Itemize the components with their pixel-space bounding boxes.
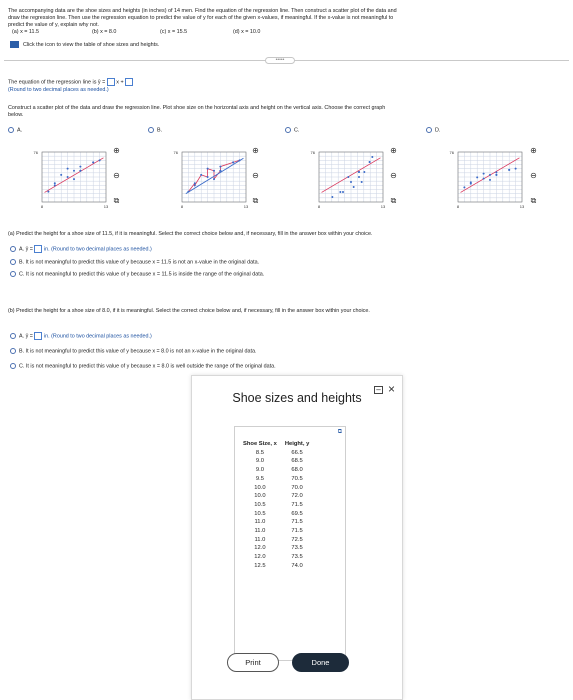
data-point	[331, 196, 333, 198]
print-button[interactable]: Print	[227, 653, 279, 672]
x-tick-label: 8	[40, 204, 44, 209]
part-a-choice-a[interactable]	[10, 245, 152, 253]
table-row	[239, 518, 313, 527]
copy-icon[interactable]: ⧉	[337, 429, 342, 435]
answer-input-b[interactable]	[34, 332, 42, 340]
part-a-question: (a) Predict the height for a shoe size of 11.5, if it is meaningful. Select the correct choice below and, if necessary, fill in the answer box within your choice.	[8, 231, 373, 237]
part-a-choice-c[interactable]	[10, 271, 264, 278]
intercept-input[interactable]	[125, 78, 133, 86]
choice-text: It is not meaningful to predict this value of y because x = 11.5 is not an x-value in the original data.	[25, 259, 260, 266]
radio-b[interactable]	[148, 127, 154, 133]
table-link-text: Click the icon to view the table of shoe sizes and heights.	[23, 41, 160, 48]
data-table	[239, 440, 313, 571]
regression-prompt-text: The equation of the regression line is	[8, 79, 97, 86]
y-tick-label: 76	[33, 150, 38, 155]
data-point	[483, 178, 485, 180]
radio[interactable]	[10, 348, 16, 354]
part-c-label: (c) x = 15.5	[160, 29, 188, 35]
y-hat: ŷ =	[25, 333, 33, 340]
graph-option-a[interactable]	[8, 127, 22, 134]
data-point	[73, 178, 75, 180]
data-point	[79, 170, 81, 172]
radio-d[interactable]	[426, 127, 432, 133]
shoe-size-cell: 9.0	[255, 458, 264, 465]
table-row	[239, 510, 313, 519]
height-cell: 69.5	[291, 510, 303, 517]
choice-label: A.	[19, 246, 25, 253]
part-b-choice-a[interactable]	[10, 332, 152, 340]
data-point	[213, 170, 215, 172]
zoom-in-icon[interactable]: ⊕	[390, 146, 397, 155]
data-point	[207, 168, 209, 170]
shoe-size-cell: 12.0	[254, 545, 266, 552]
y-hat: ŷ =	[25, 246, 33, 253]
data-point	[489, 179, 491, 181]
radio[interactable]	[10, 259, 16, 265]
y-tick-label: 76	[449, 150, 454, 155]
graph-option-a-label: A.	[17, 127, 23, 134]
shoe-size-cell: 10.0	[254, 484, 266, 491]
y-tick-label: 76	[173, 150, 178, 155]
data-point	[47, 191, 49, 193]
data-point	[489, 174, 491, 176]
radio[interactable]	[10, 271, 16, 277]
data-point	[371, 156, 373, 158]
height-cell: 72.5	[291, 536, 303, 543]
graph-option-d[interactable]	[426, 127, 440, 134]
col-header-shoe-size: Shoe Size, x	[243, 441, 277, 447]
intro	[8, 8, 568, 29]
radio[interactable]	[10, 333, 16, 339]
data-point	[239, 159, 241, 161]
zoom-out-icon[interactable]: ⊖	[390, 171, 397, 180]
data-point	[219, 166, 221, 168]
data-point	[99, 159, 101, 161]
graph-option-c-label: C.	[294, 127, 300, 134]
data-point	[219, 170, 221, 172]
graph-a	[30, 140, 118, 214]
shoe-size-cell: 11.0	[254, 528, 266, 535]
height-cell: 68.5	[291, 458, 303, 465]
data-point	[92, 161, 94, 163]
graph-option-c[interactable]	[285, 127, 299, 134]
y-hat: ŷ =	[97, 79, 106, 86]
table-row	[239, 562, 313, 571]
table-row	[239, 457, 313, 466]
graph-option-b-label: B.	[157, 127, 163, 134]
shoe-sizes-dialog	[191, 375, 403, 700]
shoe-size-cell: 10.0	[254, 493, 266, 500]
choice-text: It is not meaningful to predict this value of y because x = 8.0 is well outside the range of the original data.	[25, 363, 276, 370]
y-tick-label: 76	[310, 150, 315, 155]
close-icon[interactable]: ×	[388, 382, 396, 396]
data-point	[194, 184, 196, 186]
popout-icon[interactable]: ⧉	[530, 196, 537, 205]
graph-d-tools	[528, 145, 542, 220]
shoe-size-cell: 12.5	[254, 562, 266, 569]
zoom-out-icon[interactable]: ⊖	[530, 171, 537, 180]
choice-text: It is not meaningful to predict this value of y because x = 11.5 is inside the range of the original data.	[25, 271, 265, 278]
data-point	[369, 161, 371, 163]
choice-label: C.	[19, 271, 25, 278]
popout-icon[interactable]: ⧉	[252, 196, 259, 205]
choice-hint: in. (Round to two decimal places as needed.)	[43, 333, 152, 340]
part-b-choice-c[interactable]	[10, 363, 276, 370]
height-cell: 71.5	[291, 501, 303, 508]
data-point	[353, 186, 355, 188]
height-cell: 71.5	[291, 528, 303, 535]
x-tick-label: 13	[519, 204, 525, 209]
regression-hint: (Round to two decimal places as needed.)	[8, 87, 109, 93]
zoom-in-icon[interactable]: ⊕	[113, 146, 120, 155]
popout-icon[interactable]: ⧉	[113, 196, 120, 205]
height-cell: 66.5	[291, 449, 303, 456]
part-b-question: (b) Predict the height for a shoe size of 8.0, if it is meaningful. Select the correct choice below and, if necessary, fill in the answer box within your choice.	[8, 308, 370, 314]
x-term: x +	[116, 79, 124, 86]
shoe-size-cell: 9.0	[255, 467, 264, 474]
data-point	[194, 182, 196, 184]
table-row	[239, 527, 313, 536]
data-point	[476, 176, 478, 178]
data-point	[60, 174, 62, 176]
dialog-title: Shoe sizes and heights	[232, 391, 362, 405]
data-point	[339, 191, 341, 193]
scatter-question	[8, 105, 568, 119]
choice-label: A.	[19, 333, 25, 340]
radio[interactable]	[10, 246, 16, 252]
radio-c[interactable]	[285, 127, 291, 133]
part-a-choice-b[interactable]	[10, 259, 259, 266]
data-point	[350, 181, 352, 183]
choice-text: It is not meaningful to predict this value of y because x = 8.0 is not an x-value in the original data.	[25, 348, 257, 355]
zoom-in-icon[interactable]: ⊕	[252, 146, 259, 155]
data-point	[187, 191, 189, 193]
choice-label: B.	[19, 348, 25, 355]
table-row	[239, 484, 313, 493]
part-b-label: (b) x = 8.0	[92, 29, 117, 35]
scatter-question-line-2: below.	[8, 112, 24, 118]
data-point	[207, 176, 209, 178]
height-cell: 72.0	[291, 493, 303, 500]
popout-icon[interactable]: ⧉	[390, 196, 397, 205]
radio-a[interactable]	[8, 127, 14, 133]
data-point	[361, 181, 363, 183]
shoe-size-cell: 10.5	[254, 510, 266, 517]
table-link[interactable]	[10, 41, 159, 49]
table-grid-icon[interactable]	[10, 41, 19, 48]
data-point	[495, 174, 497, 176]
scatter-question-line-1: Construct a scatter plot of the data and draw the regression line. Plot shoe size on the horizontal axis and height on the vertical axis. Choose the correct graph	[8, 105, 386, 111]
data-point	[483, 173, 485, 175]
x-tick-label: 13	[103, 204, 109, 209]
zoom-in-icon[interactable]: ⊕	[530, 146, 537, 155]
height-cell: 74.0	[291, 562, 303, 569]
data-point	[54, 182, 56, 184]
data-point	[358, 176, 360, 178]
data-point	[508, 169, 510, 171]
data-point	[73, 170, 75, 172]
graph-c	[307, 140, 395, 214]
intro-line-1: The accompanying data are the shoe sizes and heights (in inches) of 14 men. Find the equation of the regression line. Then construct a scatter plot of the data and	[8, 8, 397, 14]
data-point	[342, 191, 344, 193]
graph-option-d-label: D.	[435, 127, 441, 134]
intro-line-2: draw the regression line. Then use the regression equation to predict the value of y for each of the given x-values, if meaningful. If the x-value is not meaningful to	[8, 15, 394, 21]
x-tick-label: 8	[456, 204, 460, 209]
height-cell: 70.5	[291, 475, 303, 482]
regression-prompt	[8, 78, 133, 86]
part-d-label: (d) x = 10.0	[233, 29, 261, 35]
table-row	[239, 449, 313, 458]
shoe-size-cell: 10.5	[254, 501, 266, 508]
data-table-frame	[234, 426, 346, 661]
height-cell: 73.5	[291, 545, 303, 552]
graph-d	[446, 140, 534, 214]
expand-handle[interactable]: •••••	[265, 57, 295, 64]
graph-c-tools	[388, 145, 402, 220]
data-point	[495, 171, 497, 173]
choice-label: C.	[19, 363, 25, 370]
shoe-size-cell: 9.5	[255, 475, 264, 482]
data-point	[358, 171, 360, 173]
slope-input[interactable]	[107, 78, 115, 86]
data-point	[347, 176, 349, 178]
table-row	[239, 501, 313, 510]
done-button[interactable]: Done	[292, 653, 349, 672]
table-row	[239, 475, 313, 484]
choice-label: B.	[19, 259, 25, 266]
answer-input-a[interactable]	[34, 245, 42, 253]
radio[interactable]	[10, 363, 16, 369]
zoom-out-icon[interactable]: ⊖	[113, 171, 120, 180]
data-point	[232, 161, 234, 163]
height-cell: 68.0	[291, 467, 303, 474]
shoe-size-cell: 8.5	[255, 449, 264, 456]
height-cell: 71.5	[291, 519, 303, 526]
data-point	[463, 186, 465, 188]
x-tick-label: 13	[243, 204, 249, 209]
table-row	[239, 536, 313, 545]
height-cell: 70.0	[291, 484, 303, 491]
table-row	[239, 544, 313, 553]
data-point	[67, 176, 69, 178]
graph-b-tools	[250, 145, 264, 220]
table-row	[239, 492, 313, 501]
data-point	[200, 174, 202, 176]
minimize-icon[interactable]: –	[374, 386, 383, 394]
zoom-out-icon[interactable]: ⊖	[252, 171, 259, 180]
data-point	[213, 178, 215, 180]
height-cell: 73.5	[291, 554, 303, 561]
data-point	[54, 184, 56, 186]
x-tick-label: 8	[317, 204, 321, 209]
shoe-size-cell: 11.0	[254, 519, 266, 526]
x-tick-label: 13	[380, 204, 386, 209]
data-point	[470, 183, 472, 185]
data-point	[79, 166, 81, 168]
regression-line	[186, 158, 244, 193]
choice-hint: in. (Round to two decimal places as needed.)	[43, 246, 152, 253]
table-row	[239, 553, 313, 562]
part-b-choice-b[interactable]	[10, 348, 256, 355]
col-header-height: Height, y	[284, 441, 310, 447]
data-point	[515, 168, 517, 170]
shoe-size-cell: 11.0	[254, 536, 266, 543]
graph-b	[170, 140, 258, 214]
graph-option-b[interactable]	[148, 127, 162, 134]
data-point	[363, 171, 365, 173]
data-point	[67, 168, 69, 170]
graph-a-tools	[111, 145, 125, 220]
intro-line-3: predict the value of y, explain why not.	[8, 22, 99, 28]
part-a-label: (a) x = 11.5	[12, 29, 40, 35]
table-row	[239, 466, 313, 475]
x-tick-label: 8	[180, 204, 184, 209]
shoe-size-cell: 12.0	[254, 554, 266, 561]
